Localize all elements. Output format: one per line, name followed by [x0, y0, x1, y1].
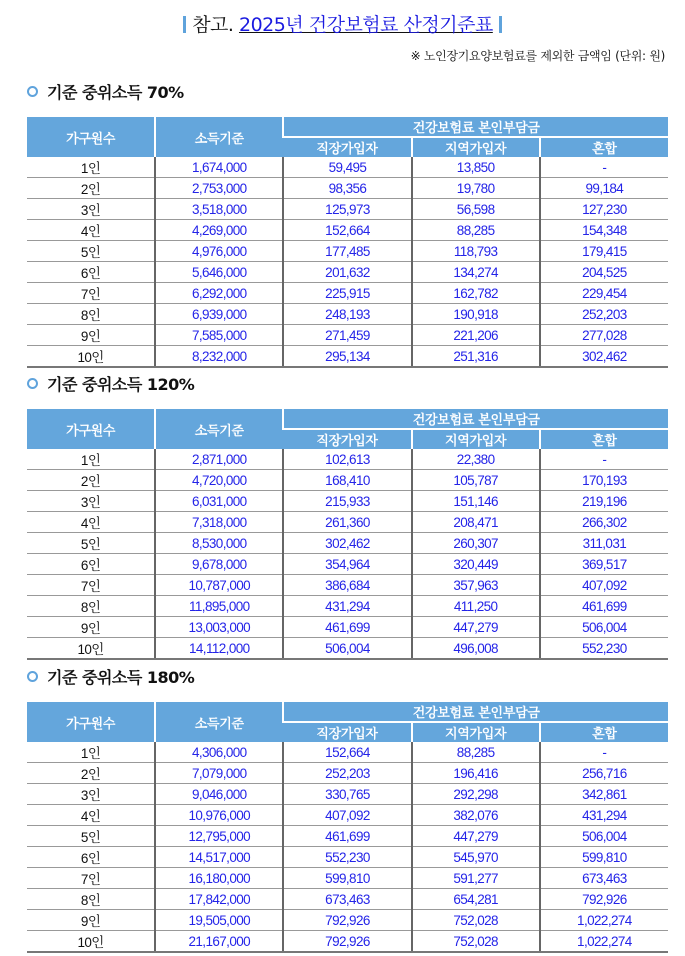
- table-row: [27, 199, 668, 220]
- mixed-cell: 219,196: [540, 491, 668, 512]
- section-heading: [27, 80, 184, 103]
- household-cell: 1인: [80, 746, 101, 761]
- regional-cell: 545,970: [412, 847, 540, 868]
- household-cell: 2인: [27, 178, 155, 199]
- household-cell: 5인: [27, 241, 155, 262]
- employee-cell: 552,230: [283, 847, 411, 868]
- employee-cell: 792,926: [283, 910, 411, 931]
- employee-cell: 215,933: [283, 491, 411, 512]
- employee-cell: 261,360: [283, 512, 411, 533]
- employee-cell: 330,765: [283, 784, 411, 805]
- income-cell: 4,306,000: [155, 742, 283, 763]
- household-cell: 2인: [27, 470, 155, 491]
- header-employee: 직장가입자: [283, 722, 411, 742]
- mixed-cell: 461,699: [540, 596, 668, 617]
- header-group: 건강보험료 본인부담금: [283, 702, 668, 722]
- header-group: 건강보험료 본인부담금: [283, 117, 668, 137]
- income-cell: 10,787,000: [155, 575, 283, 596]
- household-cell: 7인: [27, 283, 155, 304]
- household-cell: 8인: [27, 596, 155, 617]
- employee-cell: 125,973: [283, 199, 411, 220]
- title-link[interactable]: 2025년 건강보험료 산정기준표: [238, 14, 493, 36]
- mixed-cell: 673,463: [540, 868, 668, 889]
- section-heading-text: 기준 중위소득 180%: [47, 668, 195, 687]
- table-row: [27, 596, 668, 617]
- header-mixed: 혼합: [540, 429, 668, 449]
- title-bar-right: [499, 16, 502, 33]
- regional-cell: 208,471: [412, 512, 540, 533]
- employee-cell: 302,462: [283, 533, 411, 554]
- household-cell: 2인: [27, 763, 155, 784]
- income-cell: 8,232,000: [155, 346, 283, 368]
- income-cell: 7,079,000: [155, 763, 283, 784]
- regional-cell: 56,598: [412, 199, 540, 220]
- table-row: [27, 241, 668, 262]
- mixed-cell: 204,525: [540, 262, 668, 283]
- table-row: [27, 178, 668, 199]
- household-cell: 4인: [27, 805, 155, 826]
- mixed-cell: 342,861: [540, 784, 668, 805]
- table-row: [27, 533, 668, 554]
- table-row: [27, 157, 668, 178]
- header-employee: 직장가입자: [283, 429, 411, 449]
- table-row: [27, 220, 668, 241]
- household-cell: 3인: [27, 199, 155, 220]
- regional-cell: 752,028: [412, 910, 540, 931]
- mixed-cell: 266,302: [540, 512, 668, 533]
- table-row: [27, 512, 668, 533]
- premium-table: [27, 409, 668, 660]
- mixed-cell: 170,193: [540, 470, 668, 491]
- regional-cell: 251,316: [412, 346, 540, 368]
- employee-cell: 102,613: [283, 449, 411, 470]
- section-heading: [27, 665, 194, 688]
- income-cell: 7,585,000: [155, 325, 283, 346]
- page-title: [0, 10, 685, 37]
- header-income: 소득기준: [155, 702, 283, 742]
- mixed-cell: 277,028: [540, 325, 668, 346]
- mixed-cell: 179,415: [540, 241, 668, 262]
- employee-cell: 177,485: [283, 241, 411, 262]
- table-row: [27, 638, 668, 660]
- income-cell: 1,674,000: [155, 157, 283, 178]
- mixed-cell: 506,004: [540, 617, 668, 638]
- mixed-cell: 311,031: [540, 533, 668, 554]
- income-cell: 21,167,000: [155, 931, 283, 953]
- mixed-cell: 407,092: [540, 575, 668, 596]
- regional-cell: 447,279: [412, 617, 540, 638]
- household-cell: 1인: [80, 161, 101, 176]
- circle-bullet-icon: [27, 671, 38, 682]
- income-cell: 3,518,000: [155, 199, 283, 220]
- income-cell: 10,976,000: [155, 805, 283, 826]
- employee-cell: 354,964: [283, 554, 411, 575]
- table-row: [27, 826, 668, 847]
- mixed-cell: 127,230: [540, 199, 668, 220]
- mixed-cell: 431,294: [540, 805, 668, 826]
- household-cell: 4인: [27, 220, 155, 241]
- header-income: 소득기준: [155, 117, 283, 157]
- table-row: [27, 346, 668, 368]
- household-cell: 9인: [27, 617, 155, 638]
- regional-cell: 260,307: [412, 533, 540, 554]
- mixed-cell: -: [540, 449, 668, 470]
- section-heading-text: 기준 중위소득 70%: [47, 83, 184, 102]
- mixed-cell: 792,926: [540, 889, 668, 910]
- title-prefix: 참고.: [192, 14, 234, 36]
- household-cell: 3인: [27, 784, 155, 805]
- header-regional: 지역가입자: [412, 722, 540, 742]
- table-row: [27, 554, 668, 575]
- table-row: [27, 283, 668, 304]
- table-row: [27, 742, 668, 763]
- income-cell: 4,720,000: [155, 470, 283, 491]
- table-row: [27, 617, 668, 638]
- regional-cell: 105,787: [412, 470, 540, 491]
- table-row: [27, 889, 668, 910]
- household-cell: 8인: [27, 304, 155, 325]
- header-group: 건강보험료 본인부담금: [283, 409, 668, 429]
- regional-cell: 411,250: [412, 596, 540, 617]
- regional-cell: 447,279: [412, 826, 540, 847]
- income-cell: 2,871,000: [155, 449, 283, 470]
- employee-cell: 201,632: [283, 262, 411, 283]
- regional-cell: 162,782: [412, 283, 540, 304]
- income-cell: 11,895,000: [155, 596, 283, 617]
- household-cell: 7인: [27, 868, 155, 889]
- household-cell: 1인: [80, 453, 101, 468]
- mixed-cell: 552,230: [540, 638, 668, 660]
- header-employee: 직장가입자: [283, 137, 411, 157]
- header-regional: 지역가입자: [412, 137, 540, 157]
- circle-bullet-icon: [27, 86, 38, 97]
- section-heading: [27, 372, 194, 395]
- regional-cell: 752,028: [412, 931, 540, 953]
- income-cell: 7,318,000: [155, 512, 283, 533]
- employee-cell: 168,410: [283, 470, 411, 491]
- mixed-cell: -: [540, 742, 668, 763]
- table-row: [27, 868, 668, 889]
- employee-cell: 59,495: [283, 157, 411, 178]
- employee-cell: 407,092: [283, 805, 411, 826]
- income-cell: 14,517,000: [155, 847, 283, 868]
- employee-cell: 431,294: [283, 596, 411, 617]
- header-regional: 지역가입자: [412, 429, 540, 449]
- regional-cell: 591,277: [412, 868, 540, 889]
- header-income: 소득기준: [155, 409, 283, 449]
- table-row: [27, 910, 668, 931]
- mixed-cell: 154,348: [540, 220, 668, 241]
- regional-cell: 320,449: [412, 554, 540, 575]
- table-row: [27, 449, 668, 470]
- table-row: [27, 262, 668, 283]
- household-cell: 7인: [27, 575, 155, 596]
- regional-cell: 221,206: [412, 325, 540, 346]
- income-cell: 9,046,000: [155, 784, 283, 805]
- income-cell: 13,003,000: [155, 617, 283, 638]
- household-cell: 9인: [27, 910, 155, 931]
- employee-cell: 461,699: [283, 826, 411, 847]
- income-cell: 8,530,000: [155, 533, 283, 554]
- table-row: [27, 805, 668, 826]
- income-cell: 14,112,000: [155, 638, 283, 660]
- premium-table: [27, 702, 668, 953]
- household-cell: 6인: [27, 554, 155, 575]
- premium-table: [27, 117, 668, 368]
- regional-cell: 88,285: [412, 742, 540, 763]
- mixed-cell: 302,462: [540, 346, 668, 368]
- employee-cell: 386,684: [283, 575, 411, 596]
- regional-cell: 196,416: [412, 763, 540, 784]
- income-cell: 4,269,000: [155, 220, 283, 241]
- table-row: [27, 491, 668, 512]
- regional-cell: 19,780: [412, 178, 540, 199]
- employee-cell: 599,810: [283, 868, 411, 889]
- household-cell: 5인: [27, 533, 155, 554]
- header-mixed: 혼합: [540, 722, 668, 742]
- employee-cell: 792,926: [283, 931, 411, 953]
- mixed-cell: 599,810: [540, 847, 668, 868]
- employee-cell: 252,203: [283, 763, 411, 784]
- table-row: [27, 470, 668, 491]
- income-cell: 4,976,000: [155, 241, 283, 262]
- table-row: [27, 304, 668, 325]
- regional-cell: 118,793: [412, 241, 540, 262]
- header-mixed: 혼합: [540, 137, 668, 157]
- table-row: [27, 325, 668, 346]
- header-household: 가구원수: [27, 702, 155, 742]
- income-cell: 2,753,000: [155, 178, 283, 199]
- title-bar-left: [183, 16, 186, 33]
- header-household: 가구원수: [27, 409, 155, 449]
- regional-cell: 134,274: [412, 262, 540, 283]
- income-cell: 12,795,000: [155, 826, 283, 847]
- income-cell: 6,292,000: [155, 283, 283, 304]
- mixed-cell: 1,022,274: [540, 910, 668, 931]
- income-cell: 6,939,000: [155, 304, 283, 325]
- employee-cell: 98,356: [283, 178, 411, 199]
- income-cell: 5,646,000: [155, 262, 283, 283]
- regional-cell: 357,963: [412, 575, 540, 596]
- household-cell: 4인: [27, 512, 155, 533]
- employee-cell: 152,664: [283, 220, 411, 241]
- household-cell: 9인: [27, 325, 155, 346]
- regional-cell: 654,281: [412, 889, 540, 910]
- circle-bullet-icon: [27, 378, 38, 389]
- table-row: [27, 763, 668, 784]
- mixed-cell: 506,004: [540, 826, 668, 847]
- household-cell: 3인: [27, 491, 155, 512]
- household-cell: 6인: [27, 262, 155, 283]
- regional-cell: 496,008: [412, 638, 540, 660]
- mixed-cell: 99,184: [540, 178, 668, 199]
- mixed-cell: 229,454: [540, 283, 668, 304]
- regional-cell: 151,146: [412, 491, 540, 512]
- employee-cell: 295,134: [283, 346, 411, 368]
- income-cell: 17,842,000: [155, 889, 283, 910]
- employee-cell: 225,915: [283, 283, 411, 304]
- household-cell: 8인: [27, 889, 155, 910]
- household-cell: 5인: [27, 826, 155, 847]
- mixed-cell: -: [540, 157, 668, 178]
- income-cell: 19,505,000: [155, 910, 283, 931]
- mixed-cell: 252,203: [540, 304, 668, 325]
- employee-cell: 152,664: [283, 742, 411, 763]
- mixed-cell: 256,716: [540, 763, 668, 784]
- household-cell: 6인: [27, 847, 155, 868]
- section-heading-text: 기준 중위소득 120%: [47, 375, 195, 394]
- regional-cell: 190,918: [412, 304, 540, 325]
- household-cell: 10인: [27, 931, 155, 953]
- regional-cell: 13,850: [412, 157, 540, 178]
- employee-cell: 248,193: [283, 304, 411, 325]
- household-cell: 10인: [27, 346, 155, 368]
- employee-cell: 271,459: [283, 325, 411, 346]
- employee-cell: 506,004: [283, 638, 411, 660]
- income-cell: 6,031,000: [155, 491, 283, 512]
- regional-cell: 382,076: [412, 805, 540, 826]
- regional-cell: 292,298: [412, 784, 540, 805]
- employee-cell: 461,699: [283, 617, 411, 638]
- table-row: [27, 931, 668, 953]
- employee-cell: 673,463: [283, 889, 411, 910]
- table-row: [27, 847, 668, 868]
- income-cell: 9,678,000: [155, 554, 283, 575]
- regional-cell: 88,285: [412, 220, 540, 241]
- header-household: 가구원수: [27, 117, 155, 157]
- regional-cell: 22,380: [412, 449, 540, 470]
- table-row: [27, 575, 668, 596]
- mixed-cell: 1,022,274: [540, 931, 668, 953]
- income-cell: 16,180,000: [155, 868, 283, 889]
- unit-note: ※ 노인장기요양보험료를 제외한 금액임 (단위: 원): [410, 49, 665, 63]
- mixed-cell: 369,517: [540, 554, 668, 575]
- household-cell: 10인: [27, 638, 155, 660]
- table-row: [27, 784, 668, 805]
